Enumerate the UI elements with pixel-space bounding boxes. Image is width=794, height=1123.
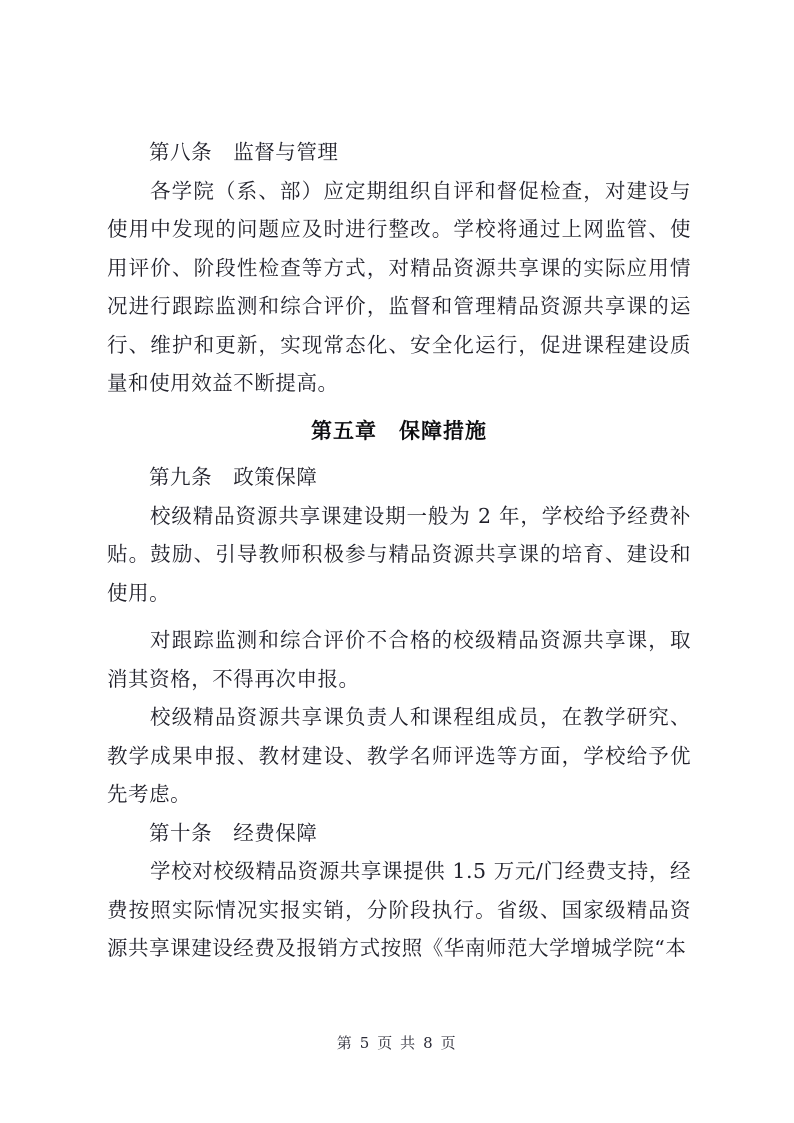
paragraph-spacer <box>107 612 691 621</box>
article-10-heading: 第十条 经费保障 <box>149 820 318 845</box>
document-body <box>107 133 691 968</box>
chapter-5-heading: 第五章 保障措施 <box>311 418 487 443</box>
article-8-body-paragraph: 各学院（系、部）应定期组织自评和督促检查，对建设与使用中发现的问题应及时进行整改。学校将通过上网监管、使用评价、阶段性检查等方式，对精品资源共享课的实际应用情况进行跟踪监测和综合评价，监督和管理精品资源共享课的运行、维护和更新，实现常态化、安全化运行，促进课程建设质量和使用效益不断提高。 <box>107 178 691 395</box>
page-number-footer: 第 5 页 共 8 页 <box>336 1034 458 1052</box>
article-8-heading: 第八条 监督与管理 <box>149 140 339 164</box>
article-9-heading: 第九条 政策保障 <box>149 465 318 489</box>
article-9-body-paragraph-3: 校级精品资源共享课负责人和课程组成员，在教学研究、教学成果申报、教材建设、教学名师评选等方面，学校给予优先考虑。 <box>107 705 691 806</box>
article-9-body-paragraph-2: 对跟踪监测和综合评价不合格的校级精品资源共享课，取消其资格，不得再次申报。 <box>107 628 691 691</box>
article-10-body-paragraph: 学校对校级精品资源共享课提供 1.5 万元/门经费支持，经费按照实际情况实报实销，分阶段执行。省级、国家级精品资源共享课建设经费及报销方式按照《华南师范大学增城学院“本 <box>107 859 691 960</box>
article-9-body-paragraph-1: 校级精品资源共享课建设期一般为 2 年，学校给予经费补贴。鼓励、引导教师积极参与精品资源共享课的培育、建设和使用。 <box>107 503 691 605</box>
